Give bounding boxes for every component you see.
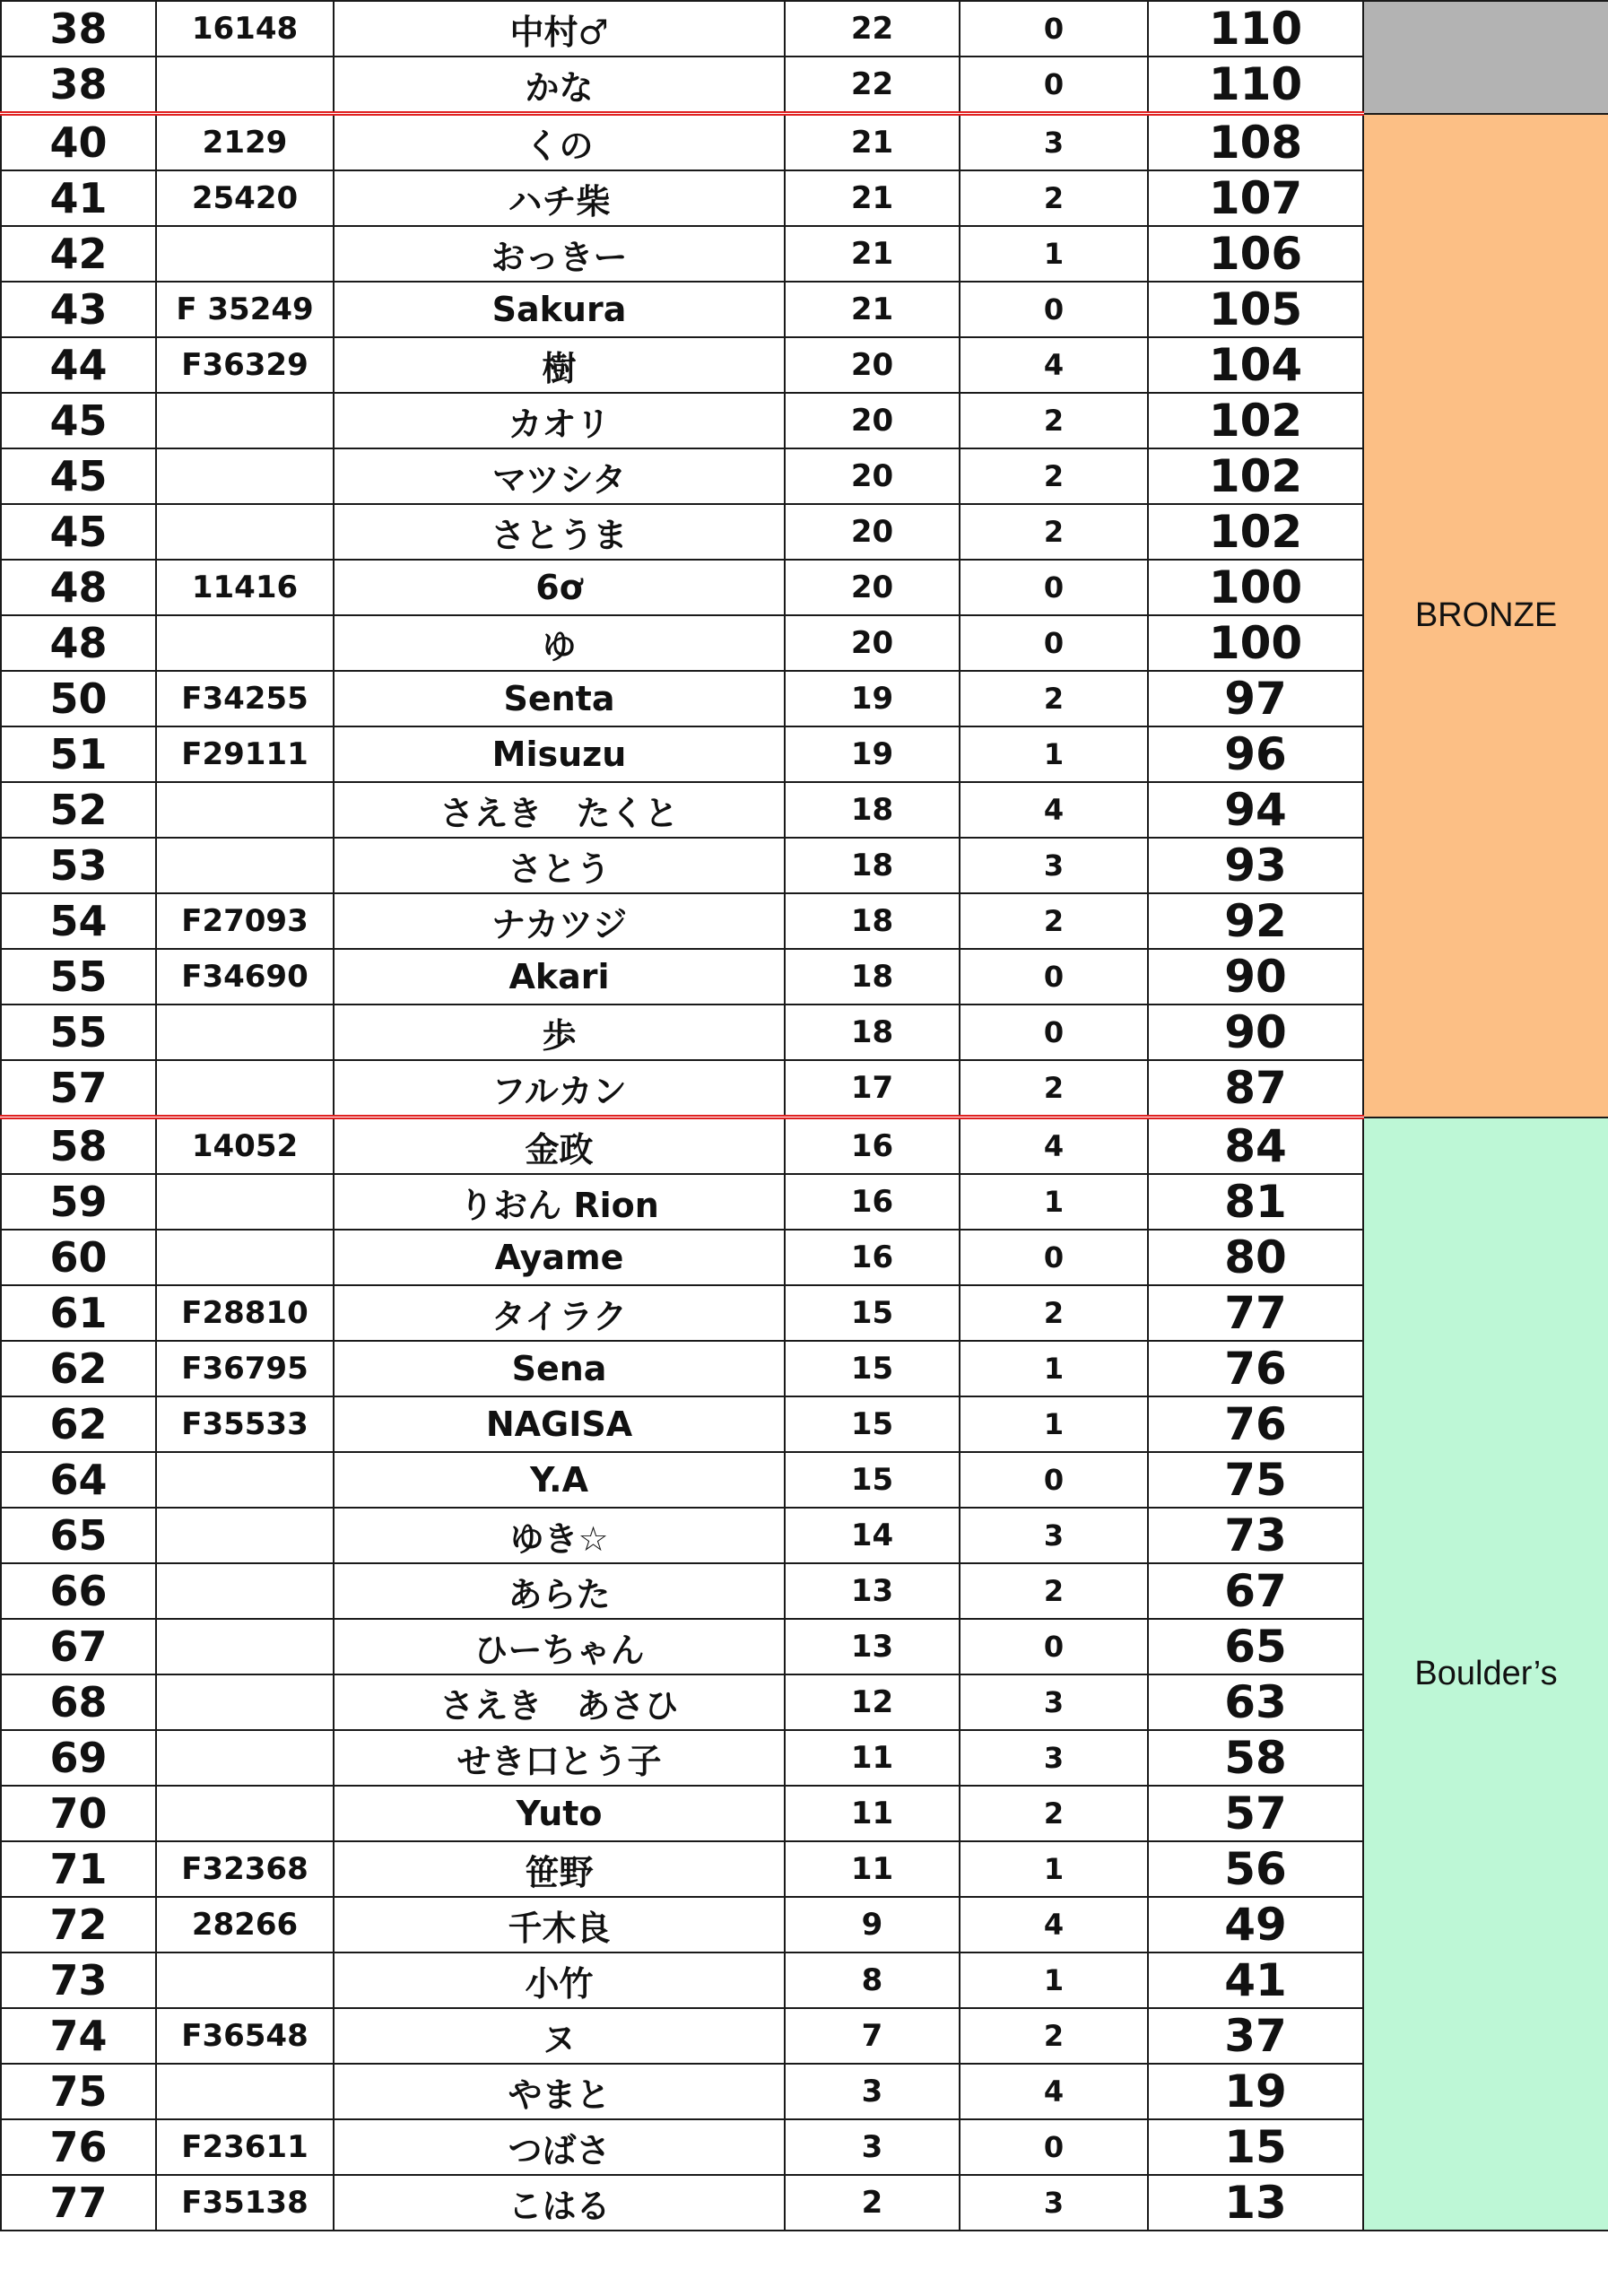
tops-cell: 11 [785,1786,960,1841]
rank-cell: 69 [1,1730,156,1786]
rank-cell: 59 [1,1174,156,1230]
zones-cell: 2 [960,893,1148,949]
points-cell: 102 [1148,504,1363,560]
climber-name-cell: マツシタ [334,448,785,504]
zones-cell: 1 [960,226,1148,282]
member-id-cell [156,1452,334,1508]
tops-cell: 14 [785,1508,960,1563]
points-cell: 90 [1148,1004,1363,1060]
points-cell: 97 [1148,671,1363,726]
rank-cell: 74 [1,2008,156,2064]
tops-cell: 19 [785,726,960,782]
table-row [1,1,1608,57]
points-cell: 41 [1148,1952,1363,2008]
tops-cell: 13 [785,1563,960,1619]
member-id-cell [156,57,334,114]
rank-cell: 76 [1,2119,156,2175]
points-cell: 73 [1148,1508,1363,1563]
rank-cell: 66 [1,1563,156,1619]
points-cell: 102 [1148,448,1363,504]
zones-cell: 1 [960,726,1148,782]
rank-cell: 53 [1,838,156,893]
zones-cell: 2 [960,2008,1148,2064]
points-cell: 75 [1148,1452,1363,1508]
zones-cell: 1 [960,1952,1148,2008]
zones-cell: 0 [960,1619,1148,1674]
member-id-cell [156,393,334,448]
tops-cell: 18 [785,1004,960,1060]
points-cell: 77 [1148,1285,1363,1341]
rank-cell: 48 [1,615,156,671]
points-cell: 108 [1148,114,1363,171]
tops-cell: 2 [785,2175,960,2231]
climber-name-cell: さえき たくと [334,782,785,838]
member-id-cell: F34690 [156,949,334,1004]
climber-name-cell: 歩 [334,1004,785,1060]
climber-name-cell: つばさ [334,2119,785,2175]
zones-cell: 2 [960,1060,1148,1118]
zones-cell: 0 [960,615,1148,671]
points-cell: 76 [1148,1396,1363,1452]
rank-cell: 41 [1,170,156,226]
zones-cell: 3 [960,1508,1148,1563]
member-id-cell [156,448,334,504]
member-id-cell: F23611 [156,2119,334,2175]
climber-name-cell: Akari [334,949,785,1004]
zones-cell: 4 [960,782,1148,838]
tops-cell: 18 [785,838,960,893]
points-cell: 58 [1148,1730,1363,1786]
zones-cell: 0 [960,949,1148,1004]
points-cell: 49 [1148,1897,1363,1952]
rank-cell: 73 [1,1952,156,2008]
table-row [1,114,1608,171]
member-id-cell [156,504,334,560]
rank-cell: 67 [1,1619,156,1674]
member-id-cell [156,782,334,838]
zones-cell: 0 [960,1230,1148,1285]
member-id-cell: 25420 [156,170,334,226]
tops-cell: 16 [785,1118,960,1175]
points-cell: 104 [1148,337,1363,393]
zones-cell: 4 [960,1118,1148,1175]
climber-name-cell: ひーちゃん [334,1619,785,1674]
rank-cell: 60 [1,1230,156,1285]
points-cell: 90 [1148,949,1363,1004]
zones-cell: 1 [960,1396,1148,1452]
rank-cell: 48 [1,560,156,615]
tops-cell: 15 [785,1285,960,1341]
points-cell: 107 [1148,170,1363,226]
climber-name-cell: おっきー [334,226,785,282]
tops-cell: 20 [785,337,960,393]
tops-cell: 22 [785,57,960,114]
member-id-cell: 11416 [156,560,334,615]
tops-cell: 15 [785,1341,960,1396]
tops-cell: 20 [785,615,960,671]
zones-cell: 3 [960,1730,1148,1786]
zones-cell: 0 [960,1004,1148,1060]
rank-cell: 68 [1,1674,156,1730]
member-id-cell: F35138 [156,2175,334,2231]
rank-cell: 45 [1,504,156,560]
zones-cell: 1 [960,1341,1148,1396]
member-id-cell: F28810 [156,1285,334,1341]
zones-cell: 2 [960,1285,1148,1341]
rank-cell: 62 [1,1341,156,1396]
tops-cell: 20 [785,393,960,448]
member-id-cell: F 35249 [156,282,334,337]
climber-name-cell: Misuzu [334,726,785,782]
member-id-cell: 28266 [156,1897,334,1952]
zones-cell: 3 [960,2175,1148,2231]
zones-cell: 3 [960,1674,1148,1730]
climber-name-cell: 中村♂ [334,1,785,57]
tops-cell: 17 [785,1060,960,1118]
points-cell: 15 [1148,2119,1363,2175]
rank-cell: 38 [1,1,156,57]
points-cell: 56 [1148,1841,1363,1897]
zones-cell: 2 [960,1563,1148,1619]
points-cell: 13 [1148,2175,1363,2231]
rank-cell: 57 [1,1060,156,1118]
zones-cell: 4 [960,1897,1148,1952]
climber-name-cell: ナカツジ [334,893,785,949]
member-id-cell [156,615,334,671]
zones-cell: 0 [960,282,1148,337]
climber-name-cell: 千木良 [334,1897,785,1952]
climber-name-cell: Y.A [334,1452,785,1508]
climber-name-cell: Sena [334,1341,785,1396]
member-id-cell [156,1786,334,1841]
climber-name-cell: りおん Rion [334,1174,785,1230]
points-cell: 105 [1148,282,1363,337]
tops-cell: 18 [785,949,960,1004]
points-cell: 81 [1148,1174,1363,1230]
climber-name-cell: ヌ [334,2008,785,2064]
points-cell: 110 [1148,1,1363,57]
climber-name-cell: あらた [334,1563,785,1619]
climber-name-cell: NAGISA [334,1396,785,1452]
tops-cell: 21 [785,226,960,282]
climber-name-cell: Senta [334,671,785,726]
climber-name-cell: ゆき☆ [334,1508,785,1563]
member-id-cell [156,226,334,282]
climber-name-cell: Yuto [334,1786,785,1841]
group-label-cell: Boulder’s [1363,1118,1608,2231]
points-cell: 76 [1148,1341,1363,1396]
points-cell: 63 [1148,1674,1363,1730]
rank-cell: 55 [1,1004,156,1060]
climber-name-cell: せき口とう子 [334,1730,785,1786]
tops-cell: 12 [785,1674,960,1730]
tops-cell: 15 [785,1396,960,1452]
points-cell: 57 [1148,1786,1363,1841]
rank-cell: 55 [1,949,156,1004]
points-cell: 106 [1148,226,1363,282]
climber-name-cell: さとうま [334,504,785,560]
rank-cell: 75 [1,2064,156,2119]
tops-cell: 19 [785,671,960,726]
group-label-cell: BRONZE [1363,114,1608,1118]
rank-cell: 43 [1,282,156,337]
rank-cell: 62 [1,1396,156,1452]
member-id-cell [156,1508,334,1563]
tops-cell: 16 [785,1230,960,1285]
points-cell: 87 [1148,1060,1363,1118]
member-id-cell: 16148 [156,1,334,57]
tops-cell: 18 [785,782,960,838]
climber-name-cell: フルカン [334,1060,785,1118]
points-cell: 96 [1148,726,1363,782]
tops-cell: 21 [785,282,960,337]
tops-cell: 18 [785,893,960,949]
tops-cell: 3 [785,2064,960,2119]
member-id-cell: 14052 [156,1118,334,1175]
zones-cell: 0 [960,560,1148,615]
tops-cell: 16 [785,1174,960,1230]
group-label-cell [1363,1,1608,114]
tops-cell: 11 [785,1730,960,1786]
climber-name-cell: ゆ [334,615,785,671]
rank-cell: 51 [1,726,156,782]
points-cell: 84 [1148,1118,1363,1175]
rank-cell: 42 [1,226,156,282]
points-cell: 102 [1148,393,1363,448]
tops-cell: 7 [785,2008,960,2064]
member-id-cell: F32368 [156,1841,334,1897]
member-id-cell [156,1952,334,2008]
member-id-cell [156,1730,334,1786]
points-cell: 92 [1148,893,1363,949]
rank-cell: 52 [1,782,156,838]
points-cell: 100 [1148,560,1363,615]
tops-cell: 13 [785,1619,960,1674]
tops-cell: 8 [785,1952,960,2008]
points-cell: 93 [1148,838,1363,893]
zones-cell: 1 [960,1841,1148,1897]
member-id-cell [156,1004,334,1060]
rank-cell: 54 [1,893,156,949]
zones-cell: 4 [960,2064,1148,2119]
member-id-cell: 2129 [156,114,334,171]
climber-name-cell: ハチ柴 [334,170,785,226]
tops-cell: 20 [785,560,960,615]
climber-name-cell: さとう [334,838,785,893]
member-id-cell [156,1619,334,1674]
tops-cell: 9 [785,1897,960,1952]
rank-cell: 77 [1,2175,156,2231]
zones-cell: 0 [960,2119,1148,2175]
points-cell: 110 [1148,57,1363,114]
points-cell: 19 [1148,2064,1363,2119]
member-id-cell [156,1674,334,1730]
rank-cell: 65 [1,1508,156,1563]
tops-cell: 21 [785,170,960,226]
member-id-cell: F36795 [156,1341,334,1396]
rank-cell: 58 [1,1118,156,1175]
climber-name-cell: Ayame [334,1230,785,1285]
climber-name-cell: カオリ [334,393,785,448]
table-row [1,1118,1608,1175]
member-id-cell: F34255 [156,671,334,726]
climber-name-cell: くの [334,114,785,171]
rank-cell: 40 [1,114,156,171]
climber-name-cell: タイラク [334,1285,785,1341]
member-id-cell: F29111 [156,726,334,782]
zones-cell: 2 [960,448,1148,504]
points-cell: 100 [1148,615,1363,671]
zones-cell: 3 [960,838,1148,893]
rank-cell: 50 [1,671,156,726]
tops-cell: 11 [785,1841,960,1897]
member-id-cell: F27093 [156,893,334,949]
points-cell: 67 [1148,1563,1363,1619]
tops-cell: 15 [785,1452,960,1508]
tops-cell: 22 [785,1,960,57]
climber-name-cell: 樹 [334,337,785,393]
points-cell: 37 [1148,2008,1363,2064]
zones-cell: 2 [960,671,1148,726]
climber-name-cell: やまと [334,2064,785,2119]
zones-cell: 0 [960,1452,1148,1508]
zones-cell: 0 [960,1,1148,57]
climber-name-cell: さえき あさひ [334,1674,785,1730]
tops-cell: 21 [785,114,960,171]
member-id-cell [156,1060,334,1118]
zones-cell: 4 [960,337,1148,393]
member-id-cell [156,838,334,893]
tops-cell: 3 [785,2119,960,2175]
tops-cell: 20 [785,448,960,504]
tops-cell: 20 [785,504,960,560]
zones-cell: 3 [960,114,1148,171]
rank-cell: 38 [1,57,156,114]
member-id-cell: F36329 [156,337,334,393]
climber-name-cell: かな [334,57,785,114]
points-cell: 80 [1148,1230,1363,1285]
member-id-cell [156,1174,334,1230]
climber-name-cell: Sakura [334,282,785,337]
rank-cell: 72 [1,1897,156,1952]
rank-cell: 45 [1,448,156,504]
climber-name-cell: 金政 [334,1118,785,1175]
zones-cell: 2 [960,170,1148,226]
zones-cell: 2 [960,1786,1148,1841]
member-id-cell: F36548 [156,2008,334,2064]
rank-cell: 64 [1,1452,156,1508]
zones-cell: 2 [960,393,1148,448]
member-id-cell [156,1563,334,1619]
zones-cell: 2 [960,504,1148,560]
member-id-cell [156,1230,334,1285]
climber-name-cell: 6ơ [334,560,785,615]
member-id-cell: F35533 [156,1396,334,1452]
rank-cell: 44 [1,337,156,393]
rank-cell: 45 [1,393,156,448]
zones-cell: 0 [960,57,1148,114]
climber-name-cell: こはる [334,2175,785,2231]
climber-name-cell: 笹野 [334,1841,785,1897]
rank-cell: 61 [1,1285,156,1341]
member-id-cell [156,2064,334,2119]
points-cell: 65 [1148,1619,1363,1674]
climber-name-cell: 小竹 [334,1952,785,2008]
zones-cell: 1 [960,1174,1148,1230]
rank-cell: 70 [1,1786,156,1841]
points-cell: 94 [1148,782,1363,838]
rank-cell: 71 [1,1841,156,1897]
